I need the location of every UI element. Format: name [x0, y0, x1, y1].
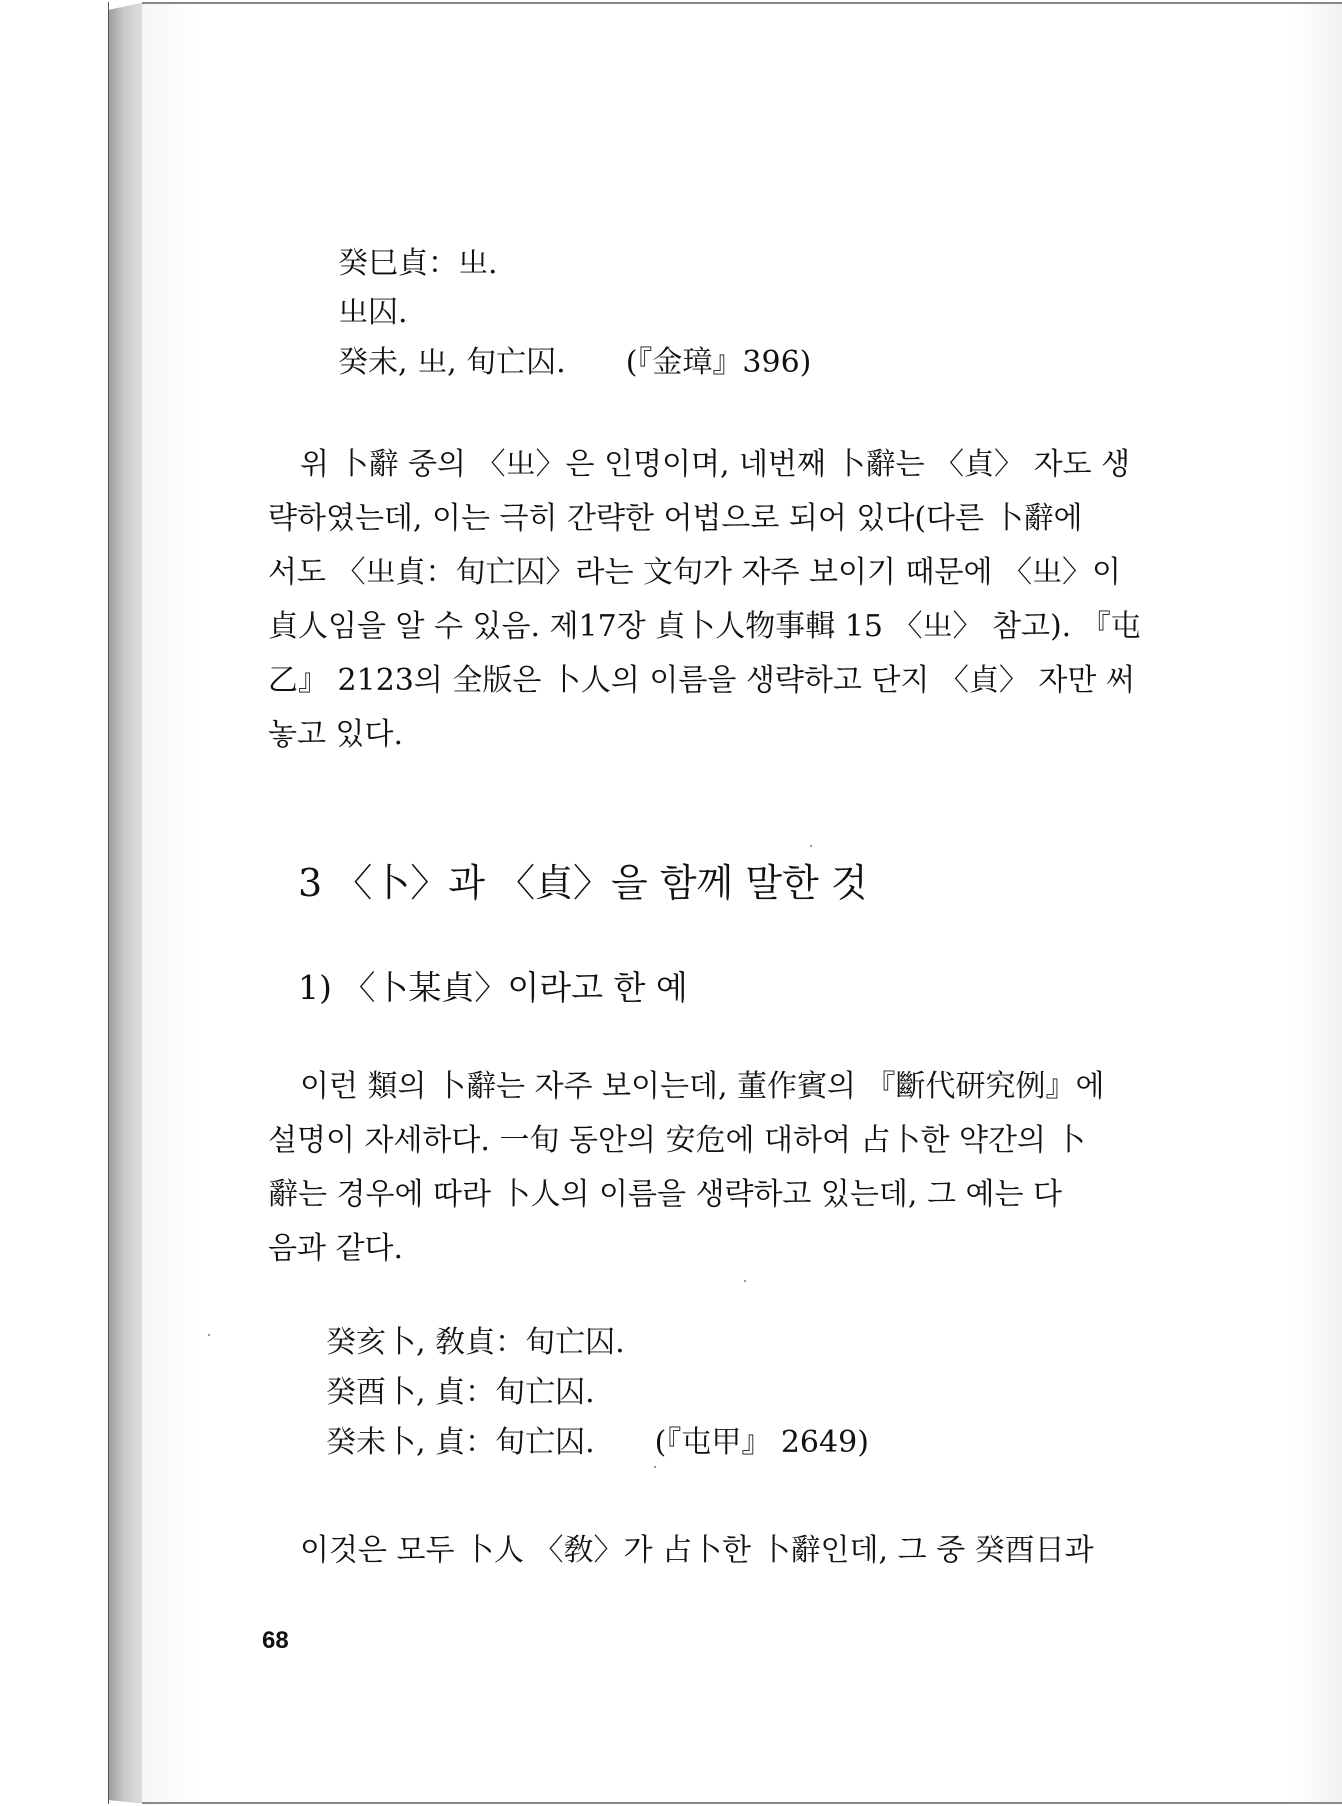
paragraph-3	[268, 1524, 1198, 1578]
paragraph-1	[268, 438, 1198, 762]
paragraph-2-line: 설명이 자세하다. 一旬 동안의 安危에 대하여 占卜한 약간의 卜	[268, 1123, 1086, 1158]
page-stack-outline	[108, 2, 109, 1804]
quote-2-line-3-text: 癸未卜, 貞：旬亡囚.	[326, 1425, 595, 1460]
paragraph-1-line: 貞人임을 알 수 있음. 제17장 貞卜人物事輯 15 〈㞢〉 참고). 『屯	[268, 609, 1141, 644]
paragraph-1-line: 위 卜辭 중의 〈㞢〉은 인명이며, 네번째 卜辭는 〈貞〉 자도 생	[300, 447, 1131, 482]
paragraph-1-line: 乙』 2123의 全版은 卜人의 이름을 생략하고 단지 〈貞〉 자만 써	[268, 663, 1135, 698]
scan-speck	[810, 845, 812, 847]
paragraph-1-line: 략하였는데, 이는 극히 간략한 어법으로 되어 있다(다른 卜辭에	[268, 501, 1083, 536]
paragraph-2-line: 辭는 경우에 따라 卜人의 이름을 생략하고 있는데, 그 예는 다	[268, 1177, 1062, 1212]
scan-speck	[208, 1334, 210, 1336]
page-stack-edge	[108, 2, 146, 1804]
quote-1-line-1: 癸巳貞：㞢.	[338, 246, 498, 281]
paragraph-1-line: 서도 〈㞢貞：旬亡囚〉라는 文句가 자주 보이기 때문에 〈㞢〉이	[268, 555, 1121, 590]
quote-1-line-3-text: 癸未, 㞢, 旬亡囚.	[338, 345, 566, 380]
paragraph-2	[268, 1060, 1198, 1276]
quote-1-line-3	[338, 342, 811, 384]
subsection-heading: 1) 〈卜某貞〉이라고 한 예	[298, 968, 688, 1007]
section-heading: 3 〈卜〉과 〈貞〉을 함께 말한 것	[298, 861, 868, 905]
quote-1-source: (『金璋』396)	[625, 345, 812, 380]
quote-2-line-1: 癸亥卜, 敎貞：旬亡囚.	[326, 1325, 625, 1360]
paragraph-3-line: 이것은 모두 卜人 〈敎〉가 占卜한 卜辭인데, 그 중 癸酉日과	[300, 1533, 1094, 1568]
page-number: 68	[262, 1627, 289, 1654]
paragraph-2-line: 이런 類의 卜辭는 자주 보이는데, 董作賓의 『斷代研究例』에	[300, 1069, 1105, 1104]
quote-2-line-3	[326, 1422, 869, 1464]
paragraph-1-line: 놓고 있다.	[268, 717, 403, 752]
paragraph-2-line: 음과 같다.	[268, 1231, 403, 1266]
quote-2-line-2: 癸酉卜, 貞：旬亡囚.	[326, 1375, 595, 1410]
quote-1-line-2: 㞢囚.	[338, 295, 408, 330]
scan-speck	[744, 1280, 746, 1282]
quote-2-source: (『屯甲』 2649)	[654, 1425, 869, 1460]
scan-speck	[654, 1466, 656, 1468]
